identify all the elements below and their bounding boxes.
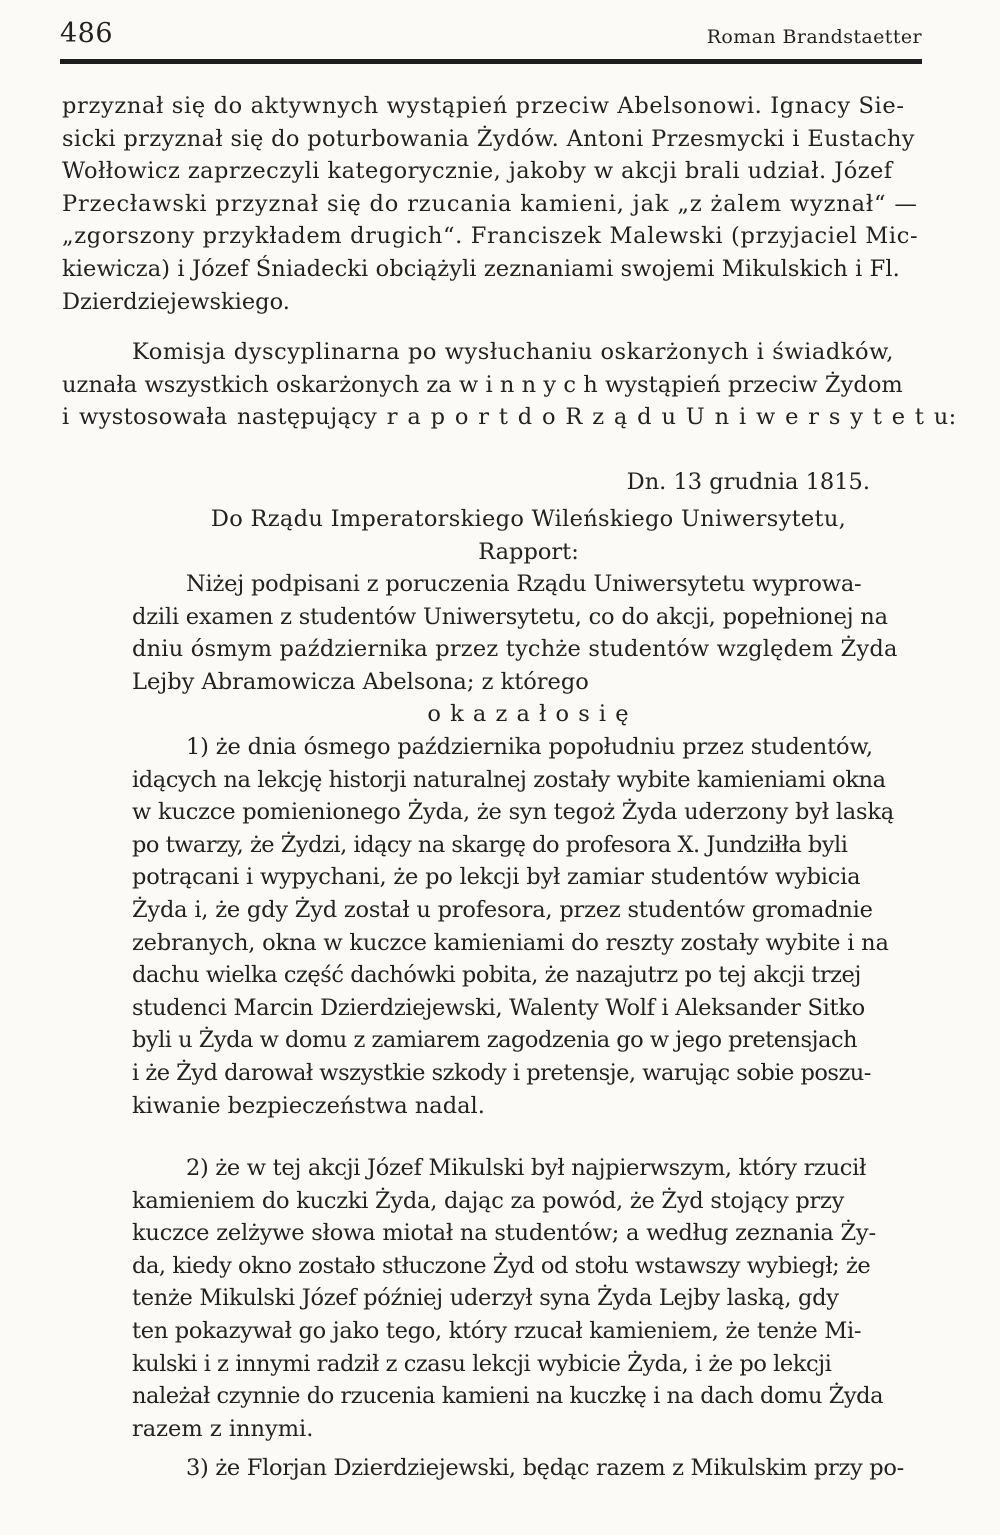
report-point-3 (132, 1452, 925, 1485)
text-line: dniu ósmym października przez tychże studentów względem Żyda (132, 636, 898, 663)
report-point-1 (132, 731, 925, 1122)
report-addressee: Do Rządu Imperatorskiego Wileńskiego Uniwersytetu, Rapport: (132, 503, 925, 568)
text-line: należał czynnie do rzucenia kamieni na kuczkę i na dach domu Żyda (132, 1383, 884, 1410)
text-line: 2) że w tej akcji Józef Mikulski był najpierwszym, który rzucił (186, 1155, 866, 1181)
text-line: po twarzy, że Żydzi, idący na skargę do profesora X. Jundziłła byli (132, 831, 848, 858)
text-line: przyznał się do aktywnych wystąpień przeciw Abelsonowi. Ignacy Sie- (62, 93, 905, 119)
report-intro (132, 568, 925, 731)
text-line: sicki przyznał się do poturbowania Żydów. Antoni Przesmycki i Eustachy (62, 125, 915, 152)
text-line: razem z innymi. (132, 1415, 314, 1442)
header-rule (60, 59, 922, 64)
paragraph-2 (62, 336, 957, 434)
report-date: Dn. 13 grudnia 1815. (626, 469, 870, 495)
text-line: Żyda i, że gdy Żyd został u profesora, przez studentów gromadnie (132, 896, 873, 923)
text-line: 3) że Florjan Dzierdziejewski, będąc razem z Mikulskim przy po- (186, 1455, 904, 1481)
page-number: 486 (60, 18, 114, 49)
text-line: i że Żyd darował wszystkie szkody i pretensje, warując sobie poszu- (132, 1059, 871, 1086)
text-line: Przecławski przyznał się do rzucania kamieni, jak „z żalem wyznał“ — (62, 190, 918, 217)
text-line: uznała wszystkich oskarżonych za w i n n y c h wystąpień przeciw Żydom (62, 371, 903, 398)
text-line: Niżej podpisani z poruczenia Rządu Uniwersytetu wyprowa- (186, 571, 862, 597)
text-line: dachu wielka część dachówki pobita, że nazajutrz po tej akcji trzej (132, 962, 861, 989)
text-line: Wołłowicz zaprzeczyli kategorycznie, jakoby w akcji brali udział. Józef (62, 158, 893, 185)
text-line: zebranych, okna w kuczce kamieniami do reszty zostały wybite i na (132, 929, 889, 956)
text-line: kulski i z innymi radził z czasu lekcji wybicie Żyda, i że po lekcji (132, 1350, 832, 1377)
text-line: studenci Marcin Dzierdziejewski, Walenty Wolf i Aleksander Sitko (132, 994, 865, 1021)
text-line: ten pokazywał go jako tego, który rzucał kamieniem, że tenże Mi- (132, 1317, 862, 1344)
text-line: da, kiedy okno zostało stłuczone Żyd od stołu wstawszy wybiegł; że (132, 1252, 871, 1279)
text-line: kamieniem do kuczki Żyda, dając za powód, że Żyd stojący przy (132, 1187, 845, 1214)
report-title: Rapport: (478, 538, 579, 565)
text-line: Lejby Abramowicza Abelsona; z którego (132, 668, 589, 695)
text-line: potrącani i wypychani, że po lekcji był zamiar studentów wybicia (132, 864, 861, 891)
text-line: w kuczce pomienionego Żyda, że syn tegoż Żyda uderzony był laską (132, 799, 894, 826)
text-line: „zgorszony przykładem drugich“. Franciszek Malewski (przyjaciel Mic- (62, 223, 919, 250)
paragraph-1 (62, 90, 924, 318)
text-line: Dzierdziejewskiego. (62, 288, 290, 315)
text-line: i wystosowała następujący r a p o r t d o R z ą d u U n i w e r s y t e t u: (62, 404, 957, 431)
text-line: Komisja dyscyplinarna po wysłuchaniu oskarżonych i świadków, (132, 339, 894, 365)
okazalo-sie: o k a z a ł o s i ę (427, 701, 630, 728)
text-line: byli u Żyda w domu z zamiarem zagodzenia go w jego pretensjach (132, 1027, 858, 1054)
report-point-2 (132, 1152, 925, 1445)
text-line: kuczce zelżywe słowa miotał na studentów; a według zeznania Ży- (132, 1220, 876, 1247)
text-line: tenże Mikulski Józef później uderzył syna Żyda Lejby laską, gdy (132, 1285, 839, 1312)
text-line: dzili examen z studentów Uniwersytetu, co do akcji, popełnionej na (132, 603, 888, 630)
text-line: kiewicza) i Józef Śniadecki obciążyli zeznaniami swojemi Mikulskich i Fl. (62, 255, 900, 282)
text-line: idących na lekcję historji naturalnej zostały wybite kamieniami okna (132, 766, 886, 793)
text-line: kiwanie bezpieczeństwa nadal. (132, 1092, 485, 1119)
text-line: 1) że dnia ósmego października popołudniu przez studentów, (186, 734, 873, 760)
running-title: Roman Brandstaetter (706, 26, 922, 48)
